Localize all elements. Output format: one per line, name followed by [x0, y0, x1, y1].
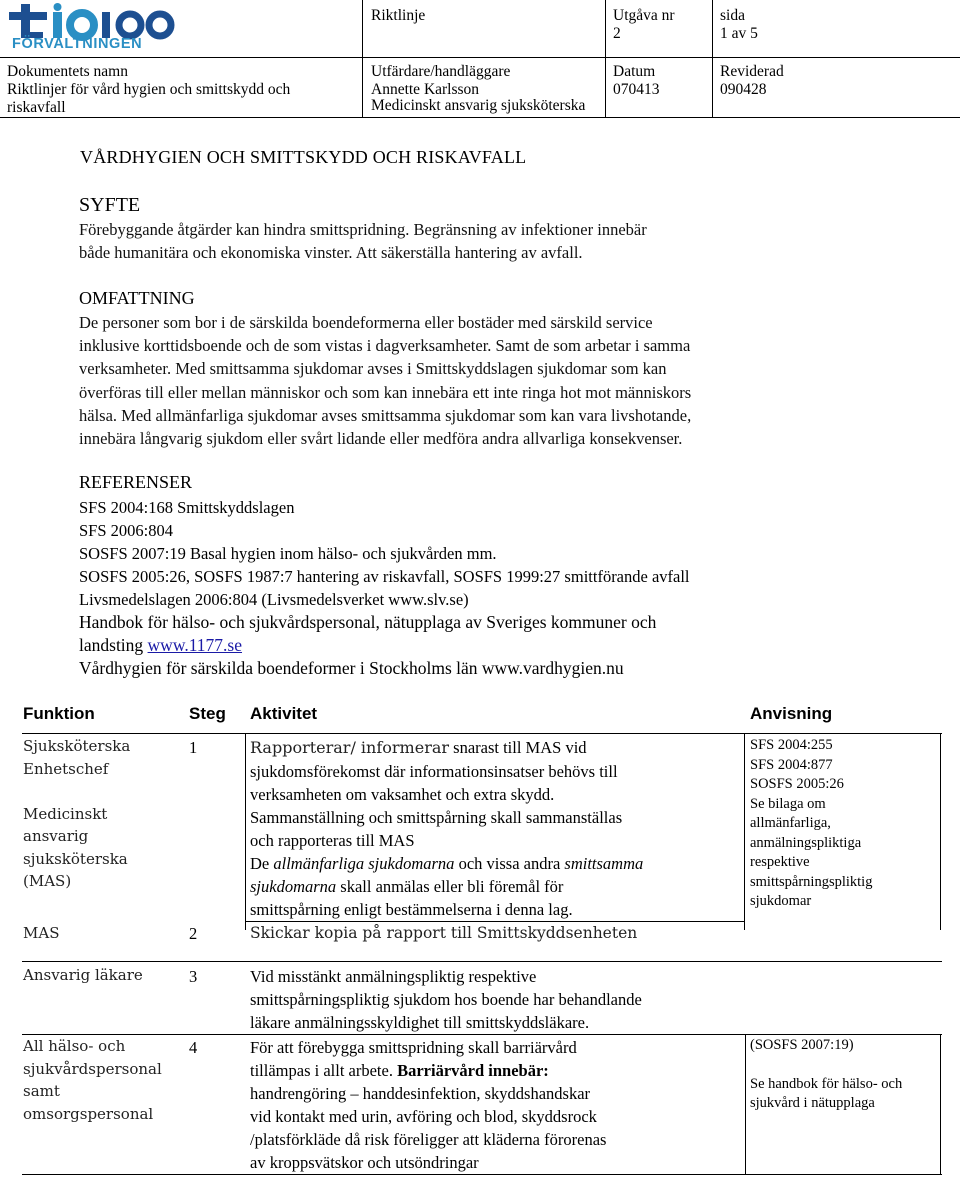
akt-text: och vissa andra [454, 853, 565, 873]
row1-funktion [23, 735, 130, 893]
funktion-line: sjukvårdspersonal [23, 1059, 162, 1078]
akt-line: sjukdomsförekomst där informationsinsatser behövs till [250, 761, 618, 781]
reference-item [79, 634, 690, 657]
akt-text-light: Rapporterar/ informerar [250, 738, 450, 757]
omfattning-line: verksamheter. Med smittsamma sjukdomar avses i Smittskyddslagen sjukdomar som kan [79, 359, 667, 379]
akt-line: verksamheten om vaksamhet och extra skydd. [250, 784, 555, 804]
utfardare-name: Annette Karlsson [371, 81, 480, 98]
th-aktivitet: Aktivitet [250, 704, 318, 723]
anvisning-line: SOSFS 2005:26 [750, 776, 844, 792]
akt-line: och rapporteras till MAS [250, 830, 415, 850]
funktion-line: All hälso- och [23, 1037, 126, 1055]
akt-text: skall anmälas eller bli föremål för [336, 876, 564, 896]
akt-line: smittspårning enligt bestämmelserna i denna lag. [250, 899, 573, 919]
datum-value: 070413 [613, 81, 660, 98]
akt-line: Vid misstänkt anmälningspliktig respektive [250, 967, 537, 986]
omfattning-text [79, 311, 691, 450]
reference-item: Vårdhygien för särskilda boendeformer i Stockholms län www.vardhygien.nu [79, 658, 624, 678]
reference-item: Handbok för hälso- och sjukvårdspersonal, nätupplaga av Sveriges kommuner och [79, 612, 657, 632]
reviderad-label: Reviderad [720, 63, 784, 80]
logo-subtitle: FÖRVALTNINGEN [12, 36, 143, 52]
omfattning-line: De personer som bor i de särskilda boendeformerna eller bostäder med särskild service [79, 313, 653, 332]
link-1177[interactable]: www.1177.se [147, 635, 243, 655]
row2-steg: 2 [189, 924, 198, 943]
reference-item: SFS 2004:168 Smittskyddslagen [79, 498, 295, 517]
doknamn-label: Dokumentets namn [7, 63, 128, 80]
akt-italic: sjukdomarna [250, 876, 337, 896]
row4-aktivitet [250, 1036, 606, 1174]
funktion-line: omsorgspersonal [23, 1104, 154, 1123]
row3-aktivitet [250, 965, 642, 1034]
akt-italic: allmänfarliga sjukdomarna [273, 853, 455, 873]
anvisning-spacer [750, 1056, 902, 1075]
anvisning-line: (SOSFS 2007:19) [750, 1037, 854, 1053]
utgava-label: Utgåva nr [613, 7, 675, 24]
anvisning-line: SFS 2004:877 [750, 756, 833, 773]
row4-funktion [23, 1035, 162, 1125]
funktion-line: Sjuksköterska [23, 737, 131, 755]
anvisning-line: sjukdomar [750, 893, 812, 909]
th-funktion: Funktion [23, 704, 95, 723]
akt-line: handrengöring – handdesinfektion, skyddshandskar [250, 1084, 591, 1103]
akt-line: vid kontakt med urin, avföring och blod, skyddsrock [250, 1107, 597, 1126]
document-title: VÅRDHYGIEN OCH SMITTSKYDD OCH RISKAVFALL [80, 147, 527, 167]
doknamn-value [7, 81, 290, 117]
akt-italic: smittsamma [564, 853, 644, 873]
anvisning-line: SFS 2004:255 [750, 737, 833, 753]
row3-steg: 3 [189, 967, 198, 986]
row4-steg: 4 [189, 1038, 198, 1057]
funktion-line: (MAS) [23, 872, 72, 890]
utfardare-role: Medicinskt ansvarig sjuksköterska [371, 97, 586, 114]
syfte-heading: SYFTE [79, 194, 141, 216]
th-anvisning: Anvisning [750, 704, 833, 723]
funktion-line: ansvarig [23, 827, 89, 845]
akt-line: För att förebygga smittspridning skall barriärvård [250, 1038, 577, 1057]
row2-aktivitet: Skickar kopia på rapport till Smittskyddsenheten [250, 924, 638, 942]
omfattning-line: innebära långvarig sjukdom eller svårt lidande eller medföra andra allvarliga konsekvenser. [79, 429, 683, 449]
syfte-line: Förebyggande åtgärder kan hindra smittspridning. Begränsning av infektioner innebär [79, 220, 647, 239]
akt-line: läkare anmälningsskyldighet till smittskyddsläkare. [250, 1013, 590, 1032]
datum-label: Datum [613, 63, 656, 80]
reference-item: SFS 2006:804 [79, 521, 173, 540]
funktion-line: sjuksköterska [23, 849, 128, 868]
akt-line [250, 1059, 606, 1082]
row2-funktion: MAS [23, 924, 60, 942]
akt-line [250, 852, 643, 875]
akt-text: snarast till MAS vid [449, 738, 587, 757]
doknamn-line-1: Riktlinjer för vård hygien och smittskydd och [7, 81, 291, 98]
reference-item: SOSFS 2007:19 Basal hygien inom hälso- och sjukvården mm. [79, 544, 497, 563]
reference-item: SOSFS 2005:26, SOSFS 1987:7 hantering av riskavfall, SOSFS 1999:27 smittförande avfall [79, 567, 690, 586]
akt-line: Sammanställning och smittspårning skall sammanställas [250, 807, 623, 827]
row4-anvisning [750, 1036, 902, 1114]
anvisning-line: sjukvård i nätupplaga [750, 1095, 875, 1111]
row1-anvisning [750, 736, 872, 912]
omfattning-line: inklusive korttidsboende och de som vistas i dagverksamheter. Samt de som arbetar i samma [79, 336, 691, 356]
reference-text: landsting [79, 635, 144, 655]
anvisning-line: allmänfarliga, [750, 815, 831, 831]
anvisning-line: smittspårningspliktig [750, 873, 873, 890]
referenser-heading: REFERENSER [79, 472, 193, 492]
funktion-line: samt [23, 1082, 60, 1100]
akt-bold: Barriärvård innebär: [397, 1061, 549, 1080]
omfattning-heading: OMFATTNING [79, 288, 195, 308]
utfardare-label: Utfärdare/handläggare [371, 63, 511, 80]
row1-aktivitet [250, 736, 643, 921]
reference-item: Livsmedelslagen 2006:804 (Livsmedelsverket www.slv.se) [79, 590, 469, 609]
th-steg: Steg [189, 704, 226, 723]
anvisning-line: Se handbok för hälso- och [750, 1075, 903, 1092]
funktion-spacer [23, 780, 130, 803]
row3-funktion: Ansvarig läkare [23, 966, 143, 984]
omfattning-line: överföras till eller mellan människor och som kan innebära ett inte ringa hot mot människors [79, 382, 692, 402]
doknamn-line-2: riskavfall [7, 99, 66, 116]
akt-line: av kroppsvätskor och utsöndringar [250, 1153, 479, 1172]
funktion-line: Enhetschef [23, 759, 109, 778]
utgava-value: 2 [613, 25, 621, 42]
anvisning-line: Se bilaga om [750, 795, 826, 812]
akt-line [250, 875, 643, 898]
omfattning-line: hälsa. Med allmänfarliga sjukdomar avses smittsamma sjukdomar som kan vara livshotande, [79, 405, 692, 425]
syfte-line: både humanitära och ekonomiska vinster. Att säkerställa hantering av avfall. [79, 243, 583, 263]
sida-value: 1 av 5 [720, 25, 758, 42]
referenser-list [79, 496, 690, 680]
akt-text: De [250, 853, 274, 873]
riktlinje-label: Riktlinje [371, 7, 426, 24]
akt-text: tillämpas i allt arbete. [250, 1061, 398, 1080]
akt-line [250, 736, 643, 760]
row1-steg: 1 [189, 738, 198, 757]
syfte-text [79, 218, 647, 264]
akt-line: /platsförkläde då risk föreligger att kläderna förorenas [250, 1130, 607, 1149]
funktion-line: Medicinskt [23, 804, 108, 823]
reviderad-value: 090428 [720, 81, 767, 98]
anvisning-line: respektive [750, 854, 810, 870]
akt-line: smittspårningspliktig sjukdom hos boende har behandlande [250, 990, 642, 1009]
sida-label: sida [720, 7, 745, 24]
logo [6, 2, 176, 54]
anvisning-line: anmälningspliktiga [750, 834, 862, 851]
